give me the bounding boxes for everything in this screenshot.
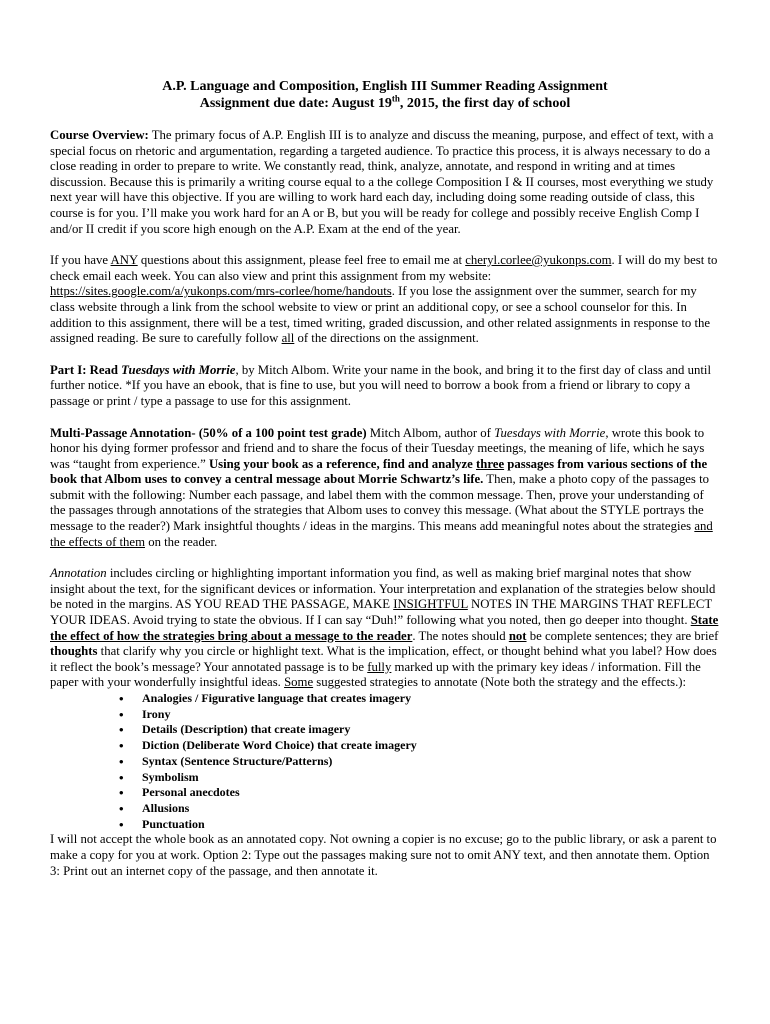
multi-passage-label: Multi-Passage Annotation- (50% of a 100 point test grade) (50, 425, 367, 440)
multi-instruction-bold-1: Using your book as a reference, find and analyze (208, 456, 477, 471)
annotation-not-emphasis: not (508, 628, 527, 643)
course-overview-paragraph (50, 128, 720, 237)
list-item: • Analogies / Figurative language that creates imagery (142, 691, 720, 707)
contact-text-3: . I will do my best to check email each week. You can also view and print this assignment from my website: (50, 253, 718, 283)
multi-book-title: Tuesdays with Morrie (494, 425, 606, 440)
multi-instruction-bold-2: passages from various sections of the book that Albom uses to convey a central message about Morrie Schwartz’s life. (50, 456, 708, 487)
annotation-insightful-emphasis: INSIGHTFUL (393, 597, 468, 612)
multi-text-3: Then, make a photo copy of the passages to submit with the following: Number each passage, and label them with the common message. Then, prove your understanding of the passages through annotations of the strategies that Albom uses to convey this message. (What about the STYLE portrays the message to the reader?) Mark insightful thoughts / ideas in the margins. This means add meaningful notes about the strategies (50, 472, 709, 534)
annotation-state-effect-emphasis: State the effect of how the strategies bring about a message to the reader (50, 613, 719, 643)
part-one-label: Part I: Read (50, 362, 122, 377)
multi-text-4: on the reader. (145, 534, 218, 549)
annotation-text-7: suggested strategies to annotate (Note both the strategy and the effects.): (313, 675, 687, 690)
list-item: • Symbolism (142, 770, 720, 786)
course-overview-text: The primary focus of A.P. English III is to analyze and discuss the meaning, purpose, and effect of text, with a special focus on rhetoric and argumentation, regarding a targeted audience. To practice this process, it is always necessary to do a close reading in order to prepare to write. We constantly read, think, analyze, annotate, and respond in writing and at times discussion. Because this is primarily a writing course equal to a the college Composition I & II courses, most everything we study next year will have this objective. If you are willing to work hard each day, including doing some reading outside of class, this course is for you. I’ll make you work hard for an A or B, but you will be ready for college and possibly receive English Comp I and/or II credit if you score high enough on the A.P. Exam at the end of the year. (50, 128, 714, 236)
list-item: • Allusions (142, 801, 720, 817)
strategies-list (50, 691, 720, 832)
email-link[interactable]: cheryl.corlee@yukonps.com (465, 253, 612, 268)
annotation-paragraph (50, 566, 720, 691)
document-title (50, 78, 720, 112)
multi-three-emphasis: three (476, 456, 505, 471)
annotation-text-1: includes circling or highlighting important information you find, as well as making brief marginal notes that show insight about the text, for the significant devices or information. Your interpretation and explanation of the strategies below should be noted in the margins. AS YOU READ THE PASSAGE, MAKE (50, 566, 716, 612)
contact-text-4: . If you lose the assignment over the summer, search for my class website through a link from the school website to view or print an additional copy, or see a school counselor for this. In addition to this assignment, there will be a test, timed writing, graded discussion, and other related assignments in response to the assigned reading. Be sure to carefully follow (50, 284, 711, 346)
list-item: • Syntax (Sentence Structure/Patterns) (142, 754, 720, 770)
title-superscript: th (391, 93, 400, 104)
course-overview-label: Course Overview: (50, 128, 149, 142)
annotation-fully-emphasis: fully (367, 659, 392, 674)
part-one-paragraph (50, 363, 720, 410)
title-line-2 (50, 95, 720, 112)
list-item: • Irony (142, 707, 720, 723)
list-item: • Punctuation (142, 817, 720, 833)
annotation-text-3: . The notes should (412, 628, 509, 643)
multi-effects-emphasis: and the effects of them (50, 519, 713, 549)
contact-text-2: questions about this assignment, please feel free to email me at (137, 253, 466, 268)
annotation-thoughts-emphasis: thoughts (50, 644, 98, 659)
annotation-text-6: marked up with the primary key ideas / information. Fill the paper with your wonderfully insightful ideas. (50, 659, 701, 690)
title-line-1: A.P. Language and Composition, English III Summer Reading Assignment (162, 79, 608, 94)
annotation-text-4: be complete sentences; they are brief (526, 628, 719, 643)
list-item: • Details (Description) that create imagery (142, 722, 720, 738)
contact-text-5: of the directions on the assignment. (294, 331, 479, 346)
closing-paragraph: I will not accept the whole book as an annotated copy. Not owning a copier is no excuse; go to the public library, or ask a parent to make a copy for you at work. Option 2: Type out the passages making sure not to omit ANY text, and then annotate them. Option 3: Print out an internet copy of the passage, and then annotate it. (50, 832, 717, 878)
multi-passage-paragraph (50, 426, 720, 551)
multi-text-2: , wrote this book to honor his dying former professor and friend and to share the focus of their Tuesday meetings, the meaning of life, which he says was “taught from experience.” (50, 425, 705, 471)
annotation-some-emphasis: Some (284, 675, 314, 690)
list-item: • Diction (Deliberate Word Choice) that create imagery (142, 738, 720, 754)
website-link[interactable]: https://sites.google.com/a/yukonps.com/mrs-corlee/home/handouts (50, 284, 392, 299)
annotation-text-5: that clarify why you circle or highlight text. What is the implication, effect, or thought behind what you label? How does it reflect the book’s message? Your annotated passage is to be (50, 644, 717, 674)
contact-all-emphasis: all (281, 331, 295, 346)
document-page (50, 78, 720, 879)
annotation-text-2: NOTES IN THE MARGINS THAT REFLECT YOUR IDEAS. Avoid trying to state the obvious. If I can say “Duh!” following what you noted, then go deeper into thought. (50, 597, 712, 628)
part-one-book-title: Tuesdays with Morrie (121, 362, 236, 377)
title-due-date-rest: , 2015, the first day of school (399, 96, 571, 111)
part-one-text: , by Mitch Albom. Write your name in the book, and bring it to the first day of class and until further notice. *If you have an ebook, that is fine to use, but you will need to borrow a book from a friend or library to copy a passage or print / type a passage to use for this assignment. (50, 362, 711, 408)
contact-paragraph (50, 253, 720, 347)
multi-text-1: Mitch Albom, author of (366, 425, 495, 440)
contact-any-emphasis: ANY (110, 253, 138, 268)
contact-text-1: If you have (50, 253, 111, 268)
title-due-date-text: Assignment due date: August 19 (199, 96, 392, 111)
annotation-term: Annotation (50, 566, 107, 581)
list-item: • Personal anecdotes (142, 785, 720, 801)
